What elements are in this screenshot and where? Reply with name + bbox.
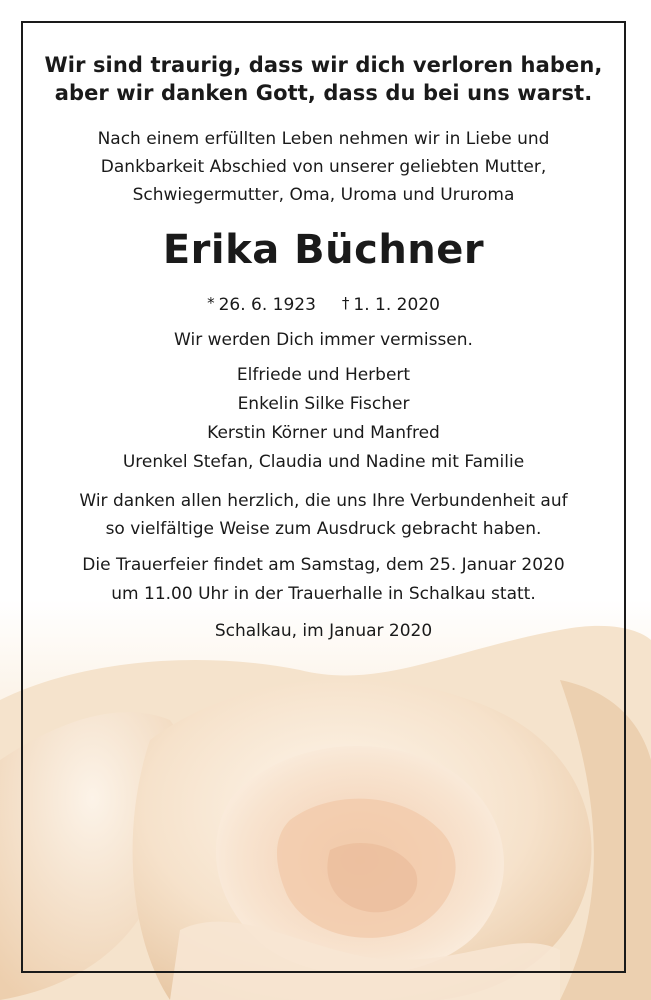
family-member-line: Elfriede und Herbert [236, 365, 411, 385]
place-and-date: Schalkau, im Januar 2020 [214, 621, 433, 641]
family-member-line: Enkelin Silke Fischer [237, 394, 410, 414]
intro-line-2: Dankbarkeit Abschied von unserer geliebten Mutter, [100, 157, 547, 177]
birth-date: 26. 6. 1923 [218, 295, 316, 315]
funeral-info [21, 551, 626, 609]
death-date: 1. 1. 2020 [353, 295, 440, 315]
death-date-group [342, 291, 440, 317]
thanks-line-2: so vielfältige Weise zum Ausdruck gebracht haben. [105, 519, 542, 539]
family-member-line: Kerstin Körner und Manfred [207, 423, 440, 443]
intro-line-3: Schwiegermutter, Oma, Uroma und Ururoma [132, 185, 515, 205]
miss-message: Wir werden Dich immer vermissen. [174, 330, 473, 350]
birth-date-group [207, 291, 316, 317]
intro-text [21, 125, 626, 209]
funeral-line-2: um 11.00 Uhr in der Trauerhalle in Schalkau statt. [111, 584, 536, 604]
headline-line-2: aber wir danken Gott, dass du bei uns warst. [54, 81, 593, 105]
headline-line-1: Wir sind traurig, dass wir dich verloren haben, [44, 53, 603, 77]
family-member-line: Urenkel Stefan, Claudia und Nadine mit Familie [122, 452, 525, 472]
intro-line-1: Nach einem erfüllten Leben nehmen wir in Liebe und [97, 129, 550, 149]
headline [21, 51, 626, 107]
funeral-line-1: Die Trauerfeier findet am Samstag, dem 25. Januar 2020 [82, 555, 565, 575]
thanks-text [21, 487, 626, 543]
obituary-notice [21, 21, 626, 644]
life-dates [21, 291, 626, 317]
thanks-line-1: Wir danken allen herzlich, die uns Ihre Verbundenheit auf [79, 491, 568, 511]
deceased-name: Erika Büchner [162, 227, 485, 273]
death-cross-symbol: † [341, 294, 350, 312]
family-list [21, 361, 626, 477]
birth-star-symbol: * [207, 294, 215, 312]
